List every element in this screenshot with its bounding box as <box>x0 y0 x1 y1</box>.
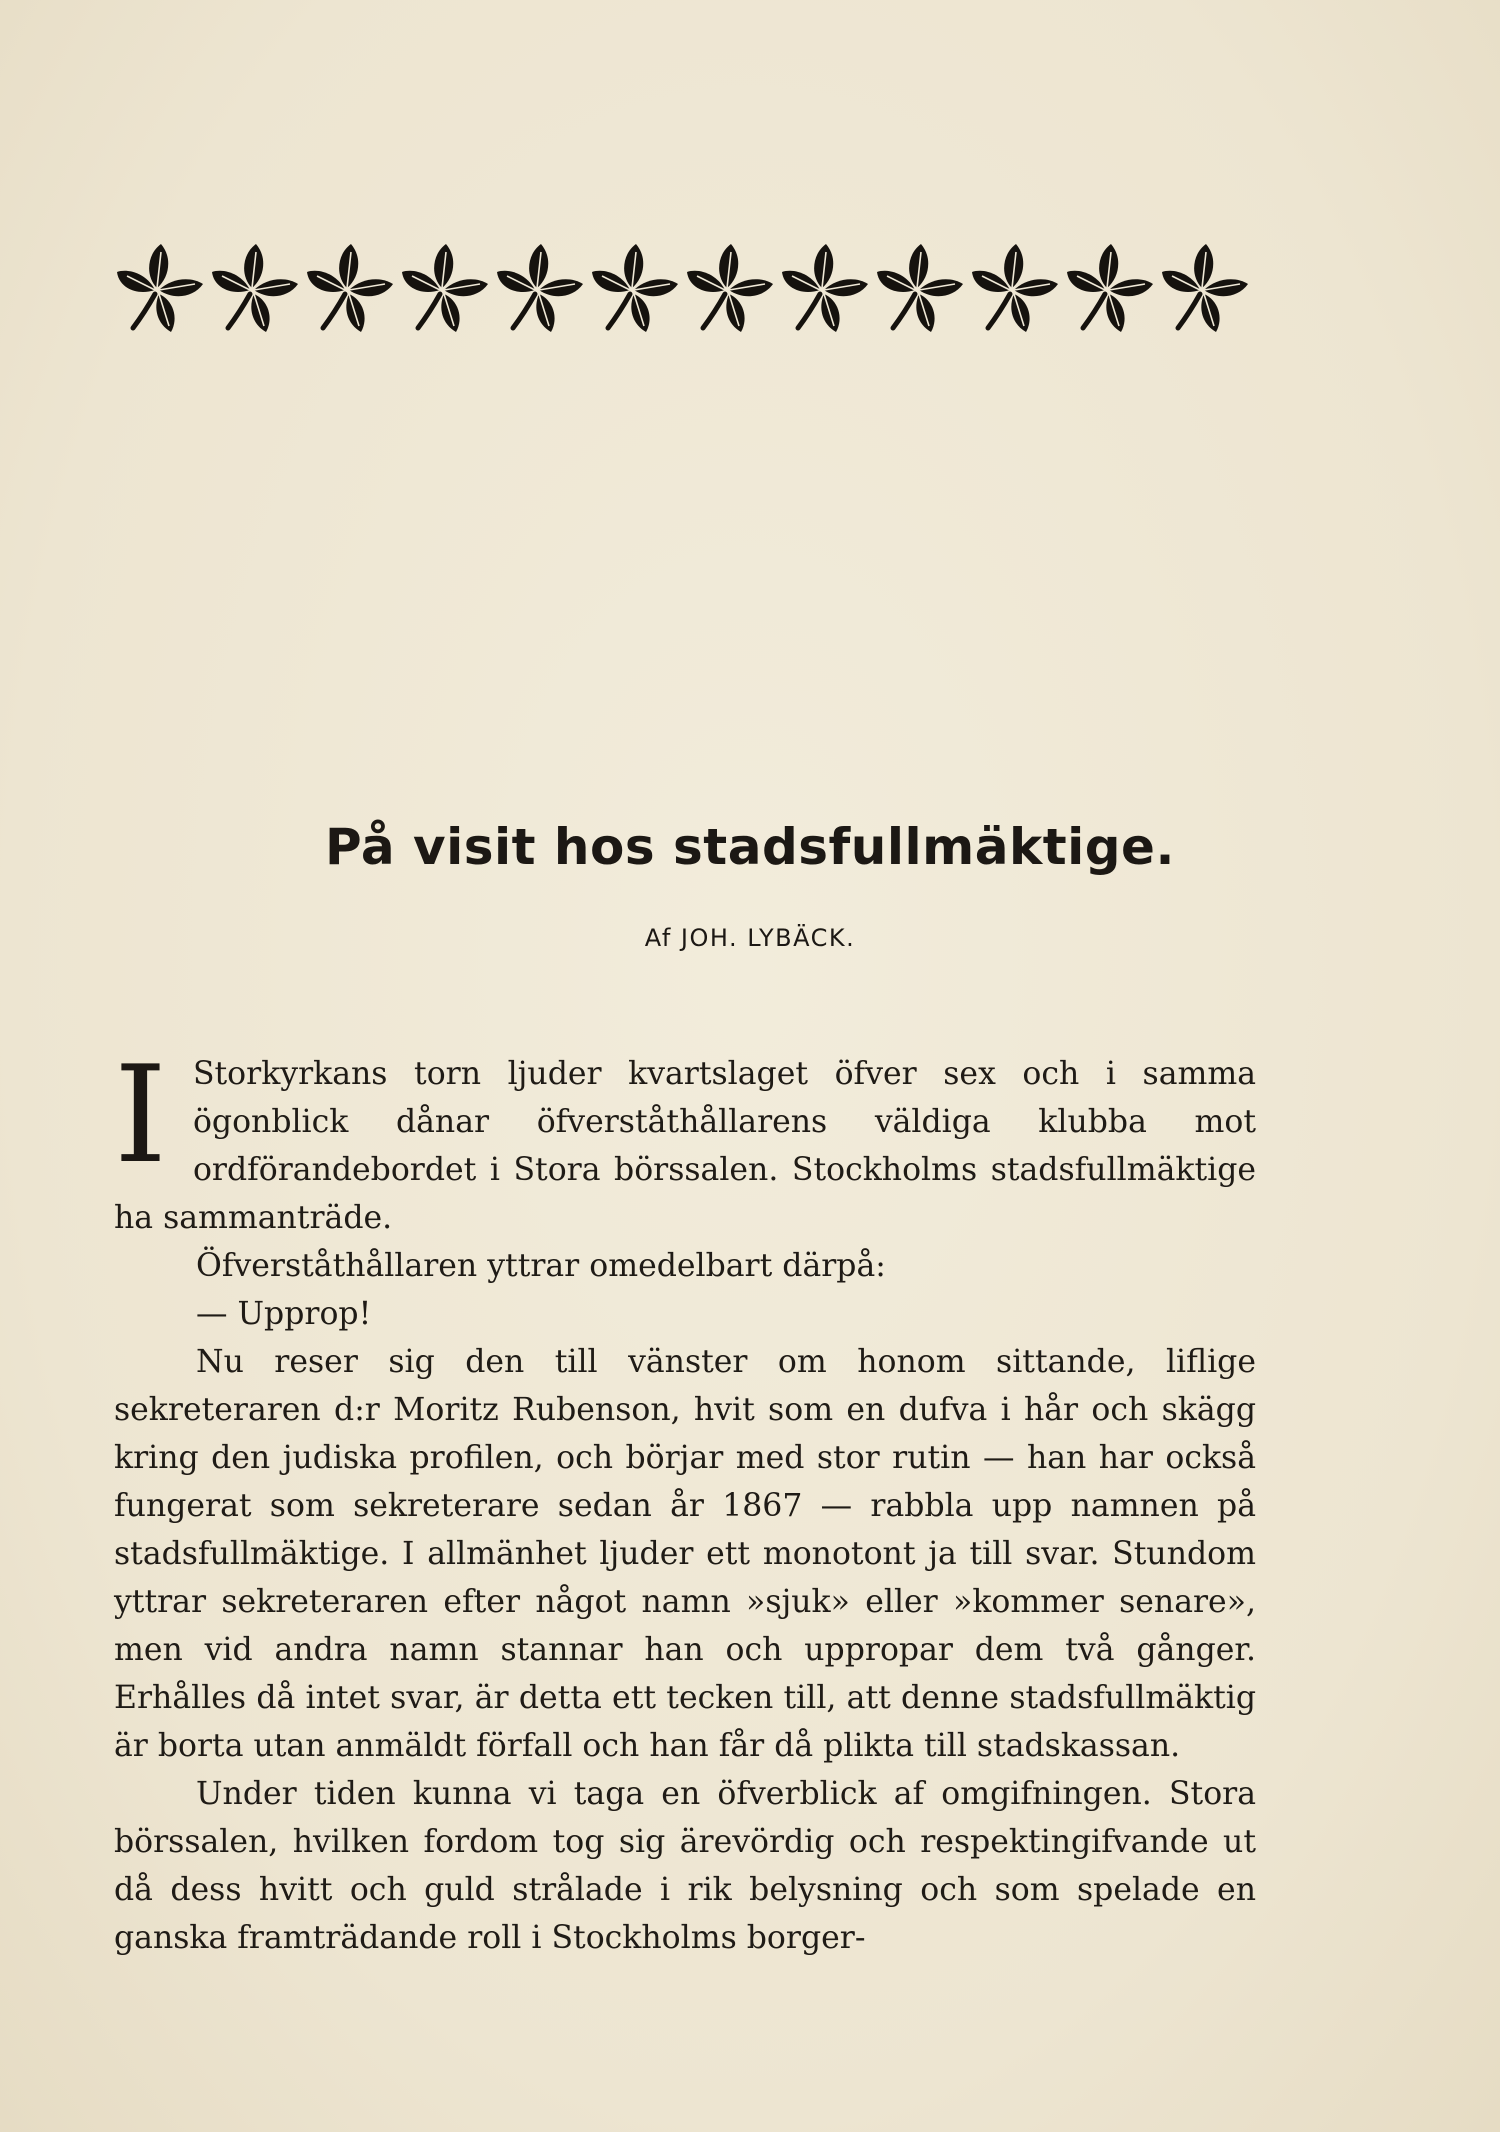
ornament-border <box>115 238 1265 338</box>
clover-leaf-icon <box>782 244 868 332</box>
clover-leaf-icon <box>1162 244 1248 332</box>
article-title: På visit hos stadsfullmäktige. <box>325 818 1175 876</box>
clover-leaf-icon <box>402 244 488 332</box>
clover-leaf-icon <box>877 244 963 332</box>
clover-leaf-icon <box>212 244 298 332</box>
drop-cap: I <box>114 1037 167 1193</box>
clover-leaf-icon <box>497 244 583 332</box>
clover-leaf-icon <box>117 244 203 332</box>
clover-leaf-icon <box>1067 244 1153 332</box>
clover-leaf-icon <box>307 244 393 332</box>
article-body <box>114 1037 1256 1962</box>
clover-leaf-icon <box>687 244 773 332</box>
paragraph: Öfverståthållaren yttrar omedelbart därpå: <box>196 1248 886 1284</box>
paragraph: Under tiden kunna vi taga en öfverblick af omgifningen. Stora börssalen, hvilken fordom tog sig ärevördig och respektingifvande ut då dess hvitt och guld strålade i rik belysning och som spelade en ganska framträdande roll i Stockholms borger- <box>114 1776 1256 1956</box>
article-byline: Af JOH. LYBÄCK. <box>644 924 856 952</box>
paragraph: Nu reser sig den till vänster om honom sittande, liflige sekreteraren d:r Moritz Rubenson, hvit som en dufva i hår och skägg kring den judiska profilen, och börjar med stor rutin — han har också fungerat som sekreterare sedan år 1867 — rabbla upp namnen på stadsfullmäktige. I allmänhet ljuder ett monotont ja till svar. Stundom yttrar sekreteraren efter något namn »sjuk» eller »kommer senare», men vid andra namn stannar han och uppropar dem två gånger. Erhålles då intet svar, är detta ett tecken till, att denne stadsfullmäktig är borta utan anmäldt förfall och han får då plikta till stadskassan. <box>114 1344 1256 1764</box>
paragraph <box>114 1037 1256 1242</box>
clover-leaf-icon <box>592 244 678 332</box>
clover-leaf-icon <box>972 244 1058 332</box>
paragraph: — Upprop! <box>196 1296 372 1332</box>
paragraph-text: Storkyrkans torn ljuder kvartslaget öfver sex och i samma ögonblick dånar öfverståthållarens väldiga klubba mot ordförandebordet i Stora börssalen. Stockholms stadsfullmäktige ha sammanträde. <box>114 1056 1256 1236</box>
